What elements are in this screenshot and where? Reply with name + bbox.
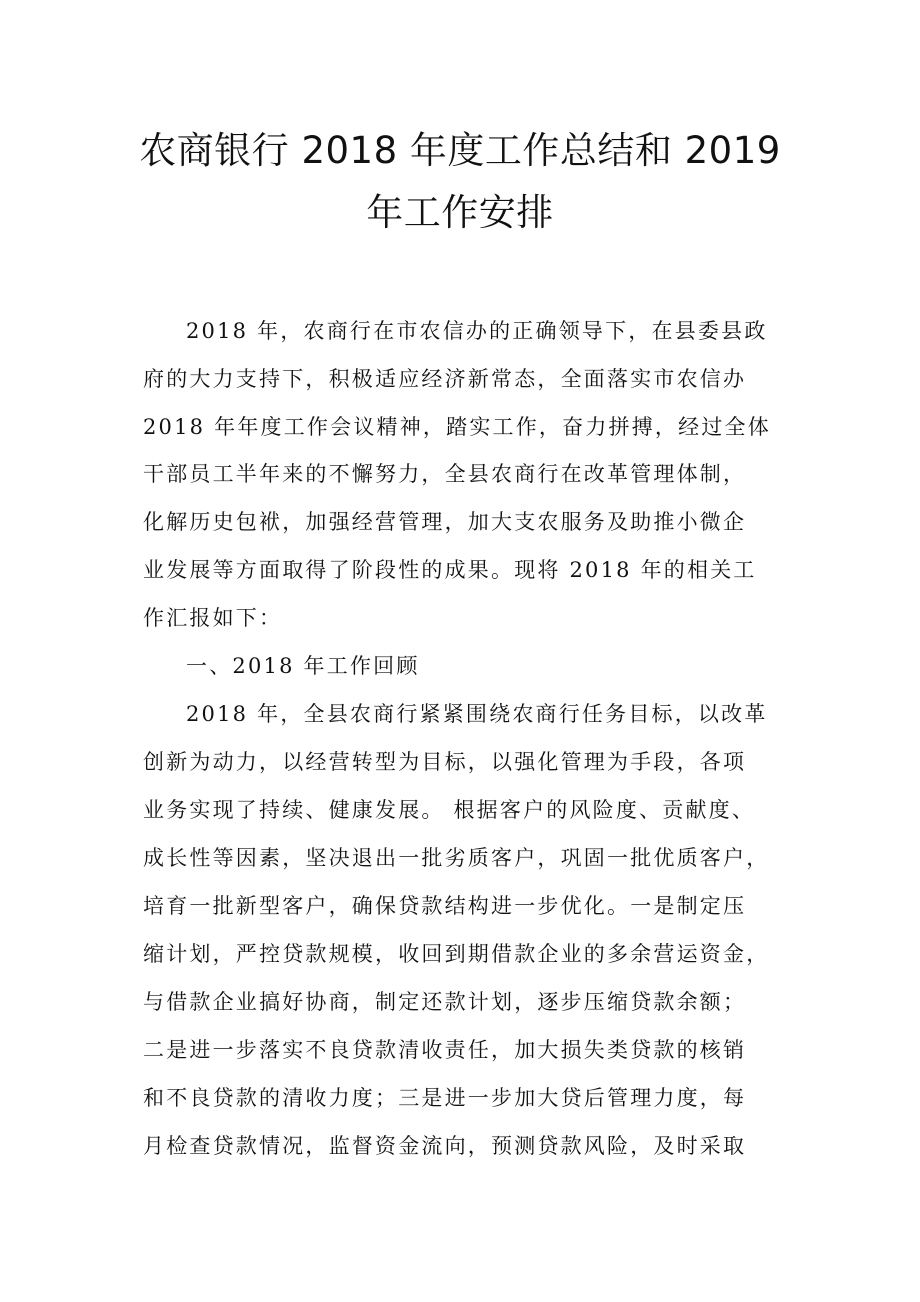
paragraph-2-line-3: 业务实现了持续、健康发展。 根据客户的风险度、贡献度、 <box>143 798 756 822</box>
paragraph-1-line-5: 化解历史包袱，加强经营管理，加大支农服务及助推小微企 <box>143 510 747 534</box>
paragraph-1-line-7: 作汇报如下： <box>143 606 283 630</box>
paragraph-2-line-4: 成长性等因素，坚决退出一批劣质客户，巩固一批优质客户， <box>143 846 770 870</box>
paragraph-1-line-1: 2018 年，农商行在市农信办的正确领导下，在县委县政 <box>186 319 768 343</box>
paragraph-2-line-5: 培育一批新型客户，确保贷款结构进一步优化。一是制定压 <box>143 894 747 918</box>
paragraph-1-line-2: 府的大力支持下，积极适应经济新常态，全面落实市农信办 <box>143 367 747 391</box>
section-heading-1: 一、2018 年工作回顾 <box>186 654 420 678</box>
paragraph-1-line-3: 2018 年年度工作会议精神，踏实工作，奋力拼搏，经过全体 <box>143 415 771 439</box>
paragraph-2-line-1: 2018 年，全县农商行紧紧围绕农商行任务目标，以改革 <box>186 702 768 726</box>
paragraph-1-line-4: 干部员工半年来的不懈努力，全县农商行在改革管理体制， <box>143 462 747 486</box>
document-title-line-1: 农商银行 2018 年度工作总结和 2019 <box>139 129 781 172</box>
paragraph-1-line-6: 业发展等方面取得了阶段性的成果。现将 2018 年的相关工 <box>143 558 757 582</box>
paragraph-2-line-6: 缩计划，严控贷款规模，收回到期借款企业的多余营运资金， <box>143 942 770 966</box>
paragraph-2-line-8: 二是进一步落实不良贷款清收责任，加大损失类贷款的核销 <box>143 1038 747 1062</box>
paragraph-2-line-10: 月检查贷款情况，监督资金流向，预测贷款风险，及时采取 <box>143 1134 747 1158</box>
document-title-line-2: 年工作安排 <box>366 191 554 234</box>
paragraph-2-line-9: 和不良贷款的清收力度；三是进一步加大贷后管理力度，每 <box>143 1086 747 1110</box>
paragraph-2-line-2: 创新为动力，以经营转型为目标，以强化管理为手段，各项 <box>143 750 747 774</box>
paragraph-2-line-7: 与借款企业搞好协商，制定还款计划，逐步压缩贷款余额； <box>143 990 747 1014</box>
